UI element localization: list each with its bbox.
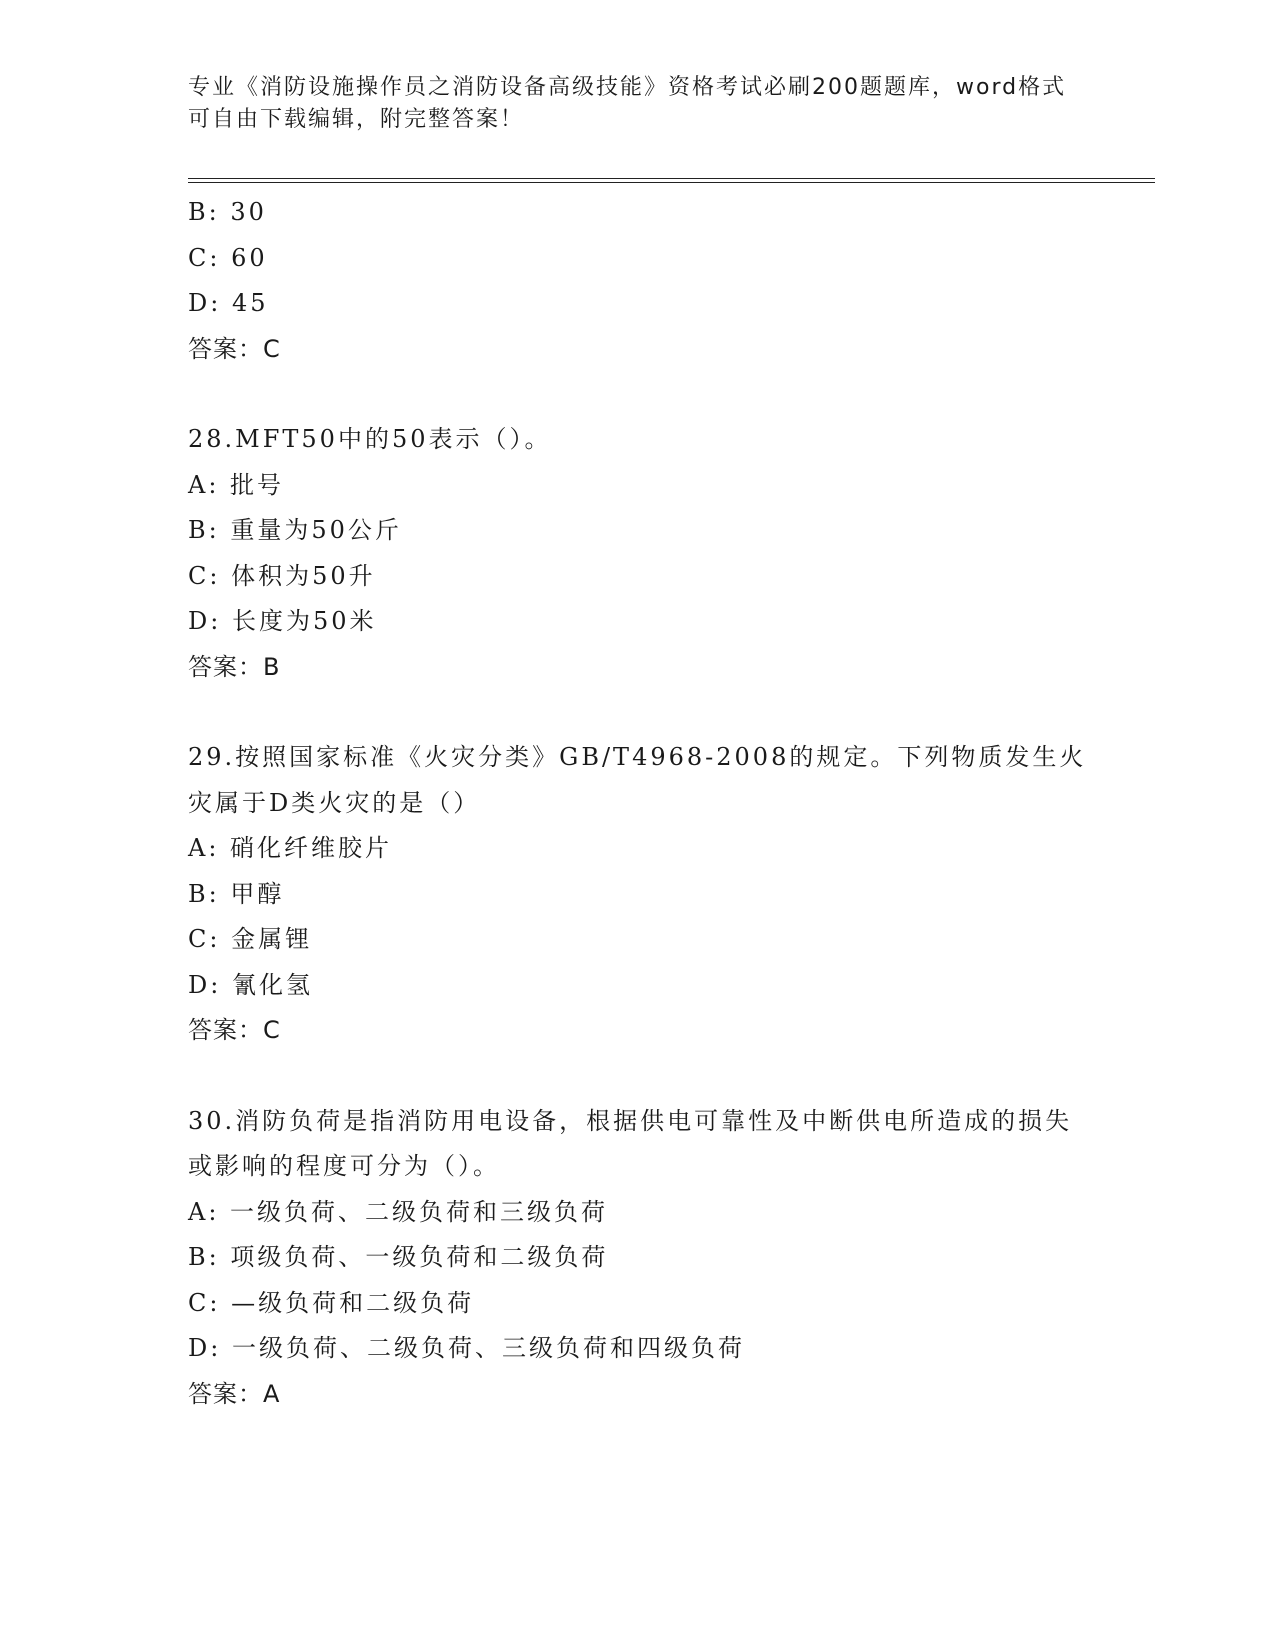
option-c: C: 金属锂 (188, 925, 313, 953)
document-body (188, 190, 1088, 1417)
option-b: B: 项级负荷、一级负荷和二级负荷 (188, 1243, 609, 1271)
answer: 答案：C (188, 334, 281, 363)
option-b: B: 甲醇 (188, 879, 285, 908)
question-30 (188, 1099, 1088, 1418)
option-c: C: 体积为50升 (188, 561, 376, 590)
carryover-question (188, 190, 1088, 372)
answer: 答案：B (188, 652, 281, 681)
option-d: D: 45 (188, 289, 269, 317)
answer: 答案：A (188, 1379, 281, 1408)
option-a: A: 批号 (188, 470, 285, 499)
option-b: B: 30 (188, 198, 267, 226)
option-d: D: 氰化氢 (188, 970, 313, 999)
question-stem: 30.消防负荷是指消防用电设备，根据供电可靠性及中断供电所造成的损失或影响的程度可分为（）。 (188, 1106, 1073, 1180)
page-header: 专业《消防设施操作员之消防设备高级技能》资格考试必刷200题题库，word格式可自由下载编辑，附完整答案！ (188, 75, 1067, 132)
question-stem: 28.MFT50中的50表示（）。 (188, 425, 552, 453)
question-stem: 29.按照国家标准《火灾分类》GB/T4968-2008的规定。下列物质发生火灾属于D类火灾的是（） (188, 743, 1087, 817)
option-d: D: 一级负荷、二级负荷、三级负荷和四级负荷 (188, 1334, 745, 1362)
question-28 (188, 417, 1088, 690)
answer: 答案：C (188, 1016, 281, 1044)
header-divider (188, 178, 1155, 183)
option-c: C: 60 (188, 243, 268, 272)
option-d: D: 长度为50米 (188, 607, 377, 635)
option-b: B: 重量为50公斤 (188, 516, 402, 544)
option-a: A: 硝化纤维胶片 (188, 834, 393, 862)
option-c: C: —级负荷和二级负荷 (188, 1288, 475, 1317)
question-29 (188, 735, 1088, 1054)
option-a: A: 一级负荷、二级负荷和三级负荷 (188, 1197, 609, 1226)
